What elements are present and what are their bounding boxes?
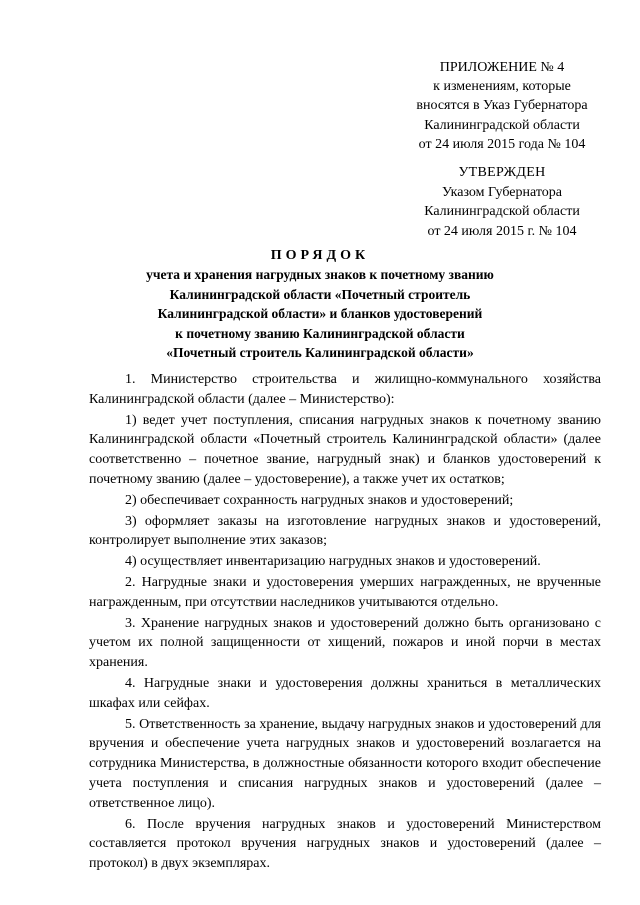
appendix-number: ПРИЛОЖЕНИЕ № 4: [439, 60, 565, 75]
subtitle-line: «Почетный строитель Калининградской области»: [166, 345, 474, 361]
appendix-block: [390, 58, 614, 154]
paragraph-3: 3. Хранение нагрудных знаков и удостоверений должно быть организовано с учетом их полной защищенности от хищений, пожаров и иной порчи в местах хранения.: [89, 615, 601, 671]
paragraph-1-item-4: 4) осуществляет инвентаризацию нагрудных знаков и удостоверений.: [125, 554, 541, 570]
paragraph-1: 1. Министерство строительства и жилищно-коммунального хозяйства Калининградской области (далее – Министерство):: [89, 372, 601, 407]
paragraph-5: 5. Ответственность за хранение, выдачу нагрудных знаков и удостоверений для вручения и обеспечение учета нагрудных знаков и удостоверений возлагается на сотрудника Министерства, в должностные обязанности которого входит обеспечение учета поступления и списания нагрудных знаков и удостоверений (далее – ответственное лицо).: [89, 716, 601, 811]
appendix-line: вносятся в Указ Губернатора: [416, 98, 588, 114]
document-subtitle: [70, 265, 570, 363]
paragraph-1-item-3: 3) оформляет заказы на изготовление нагрудных знаков и удостоверений, контролирует выполнение этих заказов;: [89, 513, 601, 549]
approval-block: [390, 163, 614, 241]
approval-line: Указом Губернатора: [441, 184, 563, 200]
paragraph-4: 4. Нагрудные знаки и удостоверения должны храниться в металлических шкафах или сейфах.: [89, 675, 601, 711]
document-body: [89, 370, 601, 875]
document-title: ПОРЯДОК: [270, 248, 370, 263]
approval-date: от 24 июля 2015 г. № 104: [427, 223, 577, 239]
appendix-line: Калининградской области: [424, 117, 580, 133]
paragraph-1-item-1: 1) ведет учет поступления, списания нагрудных знаков к почетному званию Калининградской области «Почетный строитель Калининградской области» (далее соответственно – почетное звание, нагрудный знак) и бланков удостоверений к почетному званию (далее – удостоверение), а также учет их остатков;: [89, 412, 601, 487]
subtitle-line: учета и хранения нагрудных знаков к почетному званию: [146, 267, 494, 282]
approval-line: Калининградской области: [424, 204, 580, 219]
appendix-line: к изменениям, которые: [433, 79, 571, 95]
approval-heading: УТВЕРЖДЕН: [458, 165, 546, 180]
paragraph-2: 2. Нагрудные знаки и удостоверения умерших награжденных, не врученные награжденным, при отсутствии наследников учитываются отдельно.: [89, 574, 601, 610]
subtitle-line: Калининградской области «Почетный строитель: [169, 286, 471, 302]
appendix-date: от 24 июля 2015 года № 104: [418, 136, 586, 152]
subtitle-line: к почетному званию Калининградской области: [175, 325, 465, 341]
paragraph-6: 6. После вручения нагрудных знаков и удостоверений Министерством составляется протокол вручения нагрудных знаков и удостоверений (далее – протокол) в двух экземплярах.: [89, 816, 601, 872]
subtitle-line: Калининградской области» и бланков удостоверений: [157, 306, 483, 322]
paragraph-1-item-2: 2) обеспечивает сохранность нагрудных знаков и удостоверений;: [125, 492, 514, 508]
